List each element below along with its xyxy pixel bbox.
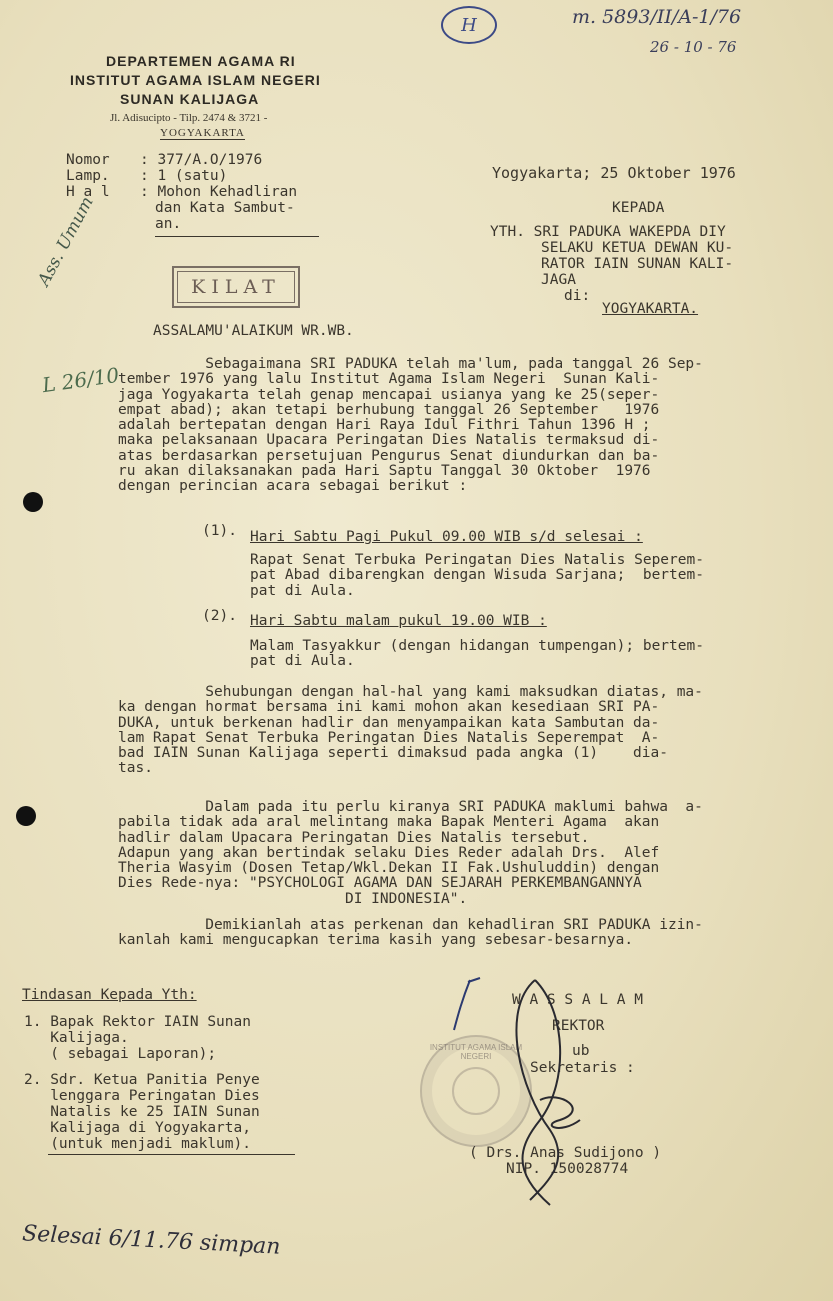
item1-number: (1).	[202, 523, 237, 539]
cc-item-1: 1. Bapak Rektor IAIN Sunan Kalijaga. ( sebagai Laporan);	[24, 1014, 251, 1062]
recipient-kepada: KEPADA	[612, 200, 665, 216]
recipient-di: di:	[564, 288, 591, 304]
seal-text: INSTITUT AGAMA ISLAM NEGERI	[429, 1043, 523, 1061]
cc-underline	[48, 1154, 295, 1155]
hal-value-3: an.	[155, 216, 182, 232]
circled-mark-text: H	[461, 14, 477, 36]
paragraph-1: Sebagaimana SRI PADUKA telah ma'lum, pada tanggal 26 Sep- tember 1976 yang lalu Institut Agama Islam Negeri Sunan Kali- jaga Yogyakarta telah genap mencapai usianya yang ke 25(seper- empat abad); akan tetapi berhubung tanggal 26 September 1976 adalah bertepatan dengan Hari Raya Idul Fithri Tahun 1396 H ; maka pelaksanaan Upacara Peringatan Dies Natalis termaksud di- atas berdasarkan persetujuan Pengurus Senat diundurkan dan ba- ru akan dilaksanakan pada Hari Saptu Tanggal 30 Oktober 1976 dengan perincian acara sebagai berikut :	[118, 356, 703, 495]
letterhead-city: YOGYAKARTA	[160, 127, 245, 139]
recipient-line1: YTH. SRI PADUKA WAKEPDA DIY	[490, 224, 726, 240]
signatory-nip: NIP. 150028774	[506, 1161, 629, 1177]
item2-title: Hari Sabtu malam pukul 19.00 WIB :	[250, 613, 547, 629]
recipient-line4: JAGA	[541, 272, 576, 288]
hal-label: H a l	[66, 184, 110, 200]
wassalam: W A S S A L A M	[512, 992, 643, 1008]
cc-title: Tindasan Kepada Yth:	[22, 987, 197, 1003]
recipient-line3: RATOR IAIN SUNAN KALI-	[541, 256, 734, 272]
lamp-label: Lamp.	[66, 168, 110, 184]
bottom-handwritten-note: Selesai 6/11.76 simpan	[21, 1221, 282, 1260]
ub: ub	[572, 1043, 590, 1059]
punch-hole-top	[23, 492, 43, 512]
letterhead-line2: INSTITUT AGAMA ISLAM NEGERI	[70, 72, 321, 88]
item1-text: Rapat Senat Terbuka Peringatan Dies Natalis Seperem- pat Abad dibarengkan dengan Wisuda Sarjana; bertem- pat di Aula.	[250, 552, 704, 599]
date-line: Yogyakarta; 25 Oktober 1976	[492, 164, 736, 182]
margin-note-2: L 26/10	[40, 362, 121, 398]
item2-text: Malam Tasyakkur (dengan hidangan tumpengan); bertem- pat di Aula.	[250, 638, 704, 670]
letterhead-line1: DEPARTEMEN AGAMA RI	[106, 53, 296, 69]
letterhead-line3: SUNAN KALIJAGA	[120, 91, 260, 107]
item2-number: (2).	[202, 608, 237, 624]
signatory-name: ( Drs. Anas Sudijono )	[469, 1145, 662, 1161]
paragraph-2: Sehubungan dengan hal-hal yang kami maksudkan diatas, ma- ka dengan hormat bersama ini kami mohon akan kesediaan SRI PA- DUKA, untuk berkenan hadlir dan menyampaikan kata Sambutan da- lam Rapat Senat Terbuka Peringatan Dies Natalis Seperempat A- bad IAIN Sunan Kalijaga seperti dimaksud pada angka (1) dia- tas.	[118, 684, 703, 777]
sekretaris: Sekretaris :	[530, 1060, 635, 1076]
archive-number: m. 5893/II/A-1/76	[572, 6, 742, 28]
item1-title: Hari Sabtu Pagi Pukul 09.00 WIB s/d selesai :	[250, 529, 643, 545]
paragraph-4: Demikianlah atas perkenan dan kehadliran SRI PADUKA izin- kanlah kami mengucapkan terima kasih yang sebesar-besarnya.	[118, 917, 703, 949]
kilat-stamp: KILAT	[172, 266, 300, 308]
greeting: ASSALAMU'ALAIKUM WR.WB.	[153, 323, 354, 339]
lamp-value: : 1 (satu)	[140, 168, 228, 184]
cc-item-2: 2. Sdr. Ketua Panitia Penye lenggara Peringatan Dies Natalis ke 25 IAIN Sunan Kalijaga di Yogyakarta, (untuk menjadi maklum).	[24, 1072, 260, 1152]
circled-mark	[441, 6, 497, 44]
paragraph-3: Dalam pada itu perlu kiranya SRI PADUKA maklumi bahwa a- pabila tidak ada aral melintang maka Bapak Menteri Agama akan hadlir dalam Upacara Peringatan Dies Natalis tersebut. Adapun yang akan bertindak selaku Dies Reder adalah Drs. Alef Theria Wasyim (Dosen Tetap/Wkl.Dekan II Fak.Ushuluddin) dengan Dies Rede-nya: "PSYCHOLOGI AGAMA DAN SEJARAH PERKEMBANGANNYA DI INDONESIA".	[118, 799, 703, 907]
rektor: REKTOR	[552, 1018, 605, 1034]
handwritten-signature	[440, 970, 620, 1210]
hal-value-2: dan Kata Sambut-	[155, 200, 295, 216]
letterhead-address: Jl. Adisucipto - Tilp. 2474 & 3721 -	[110, 112, 268, 124]
recipient-city: YOGYAKARTA.	[602, 301, 699, 317]
recipient-line2: SELAKU KETUA DEWAN KU-	[541, 240, 734, 256]
hal-underline	[155, 236, 319, 237]
nomor-value: : 377/A.O/1976	[140, 152, 263, 168]
hal-value-1: : Mohon Kehadliran	[140, 184, 298, 200]
margin-note-1: Ass. Umum	[34, 193, 98, 290]
punch-hole-bottom	[16, 806, 36, 826]
nomor-label: Nomor	[66, 152, 110, 168]
archive-date: 26 - 10 - 76	[650, 38, 737, 56]
